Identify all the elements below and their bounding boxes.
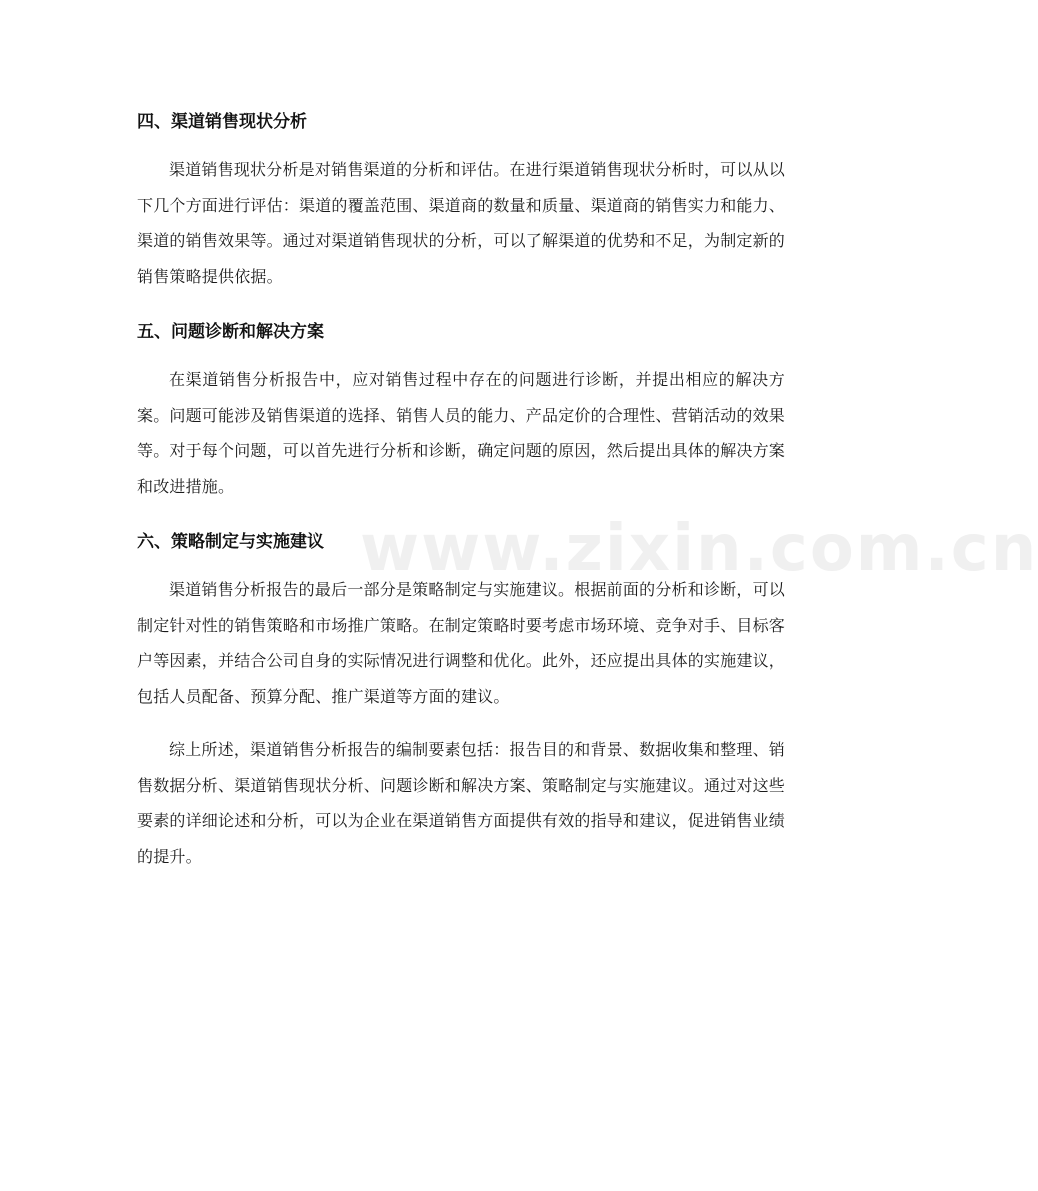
section-heading: 四、渠道销售现状分析 (137, 112, 307, 132)
document-body (137, 104, 785, 892)
section-heading: 五、问题诊断和解决方案 (137, 322, 324, 342)
paragraph: 渠道销售现状分析是对销售渠道的分析和评估。在进行渠道销售现状分析时，可以从以下几个方面进行评估：渠道的覆盖范围、渠道商的数量和质量、渠道商的销售实力和能力、渠道的销售效果等。通过对渠道销售现状的分析，可以了解渠道的优势和不足，为制定新的销售策略提供依据。 (137, 160, 786, 286)
watermark: www.zixin.com.cn (360, 512, 1038, 586)
paragraph: 在渠道销售分析报告中，应对销售过程中存在的问题进行诊断，并提出相应的解决方案。问题可能涉及销售渠道的选择、销售人员的能力、产品定价的合理性、营销活动的效果等。对于每个问题，可以首先进行分析和诊断，确定问题的原因，然后提出具体的解决方案和改进措施。 (137, 370, 786, 496)
section-heading: 六、策略制定与实施建议 (137, 532, 324, 552)
section-channel-status (137, 104, 785, 294)
section-strategy (137, 524, 785, 874)
section-problem-diagnosis (137, 314, 785, 504)
paragraph: 综上所述，渠道销售分析报告的编制要素包括：报告目的和背景、数据收集和整理、销售数据分析、渠道销售现状分析、问题诊断和解决方案、策略制定与实施建议。通过对这些要素的详细论述和分析，可以为企业在渠道销售方面提供有效的指导和建议，促进销售业绩的提升。 (137, 740, 786, 866)
paragraph: 渠道销售分析报告的最后一部分是策略制定与实施建议。根据前面的分析和诊断，可以制定针对性的销售策略和市场推广策略。在制定策略时要考虑市场环境、竞争对手、目标客户等因素，并结合公司自身的实际情况进行调整和优化。此外，还应提出具体的实施建议，包括人员配备、预算分配、推广渠道等方面的建议。 (137, 580, 786, 706)
